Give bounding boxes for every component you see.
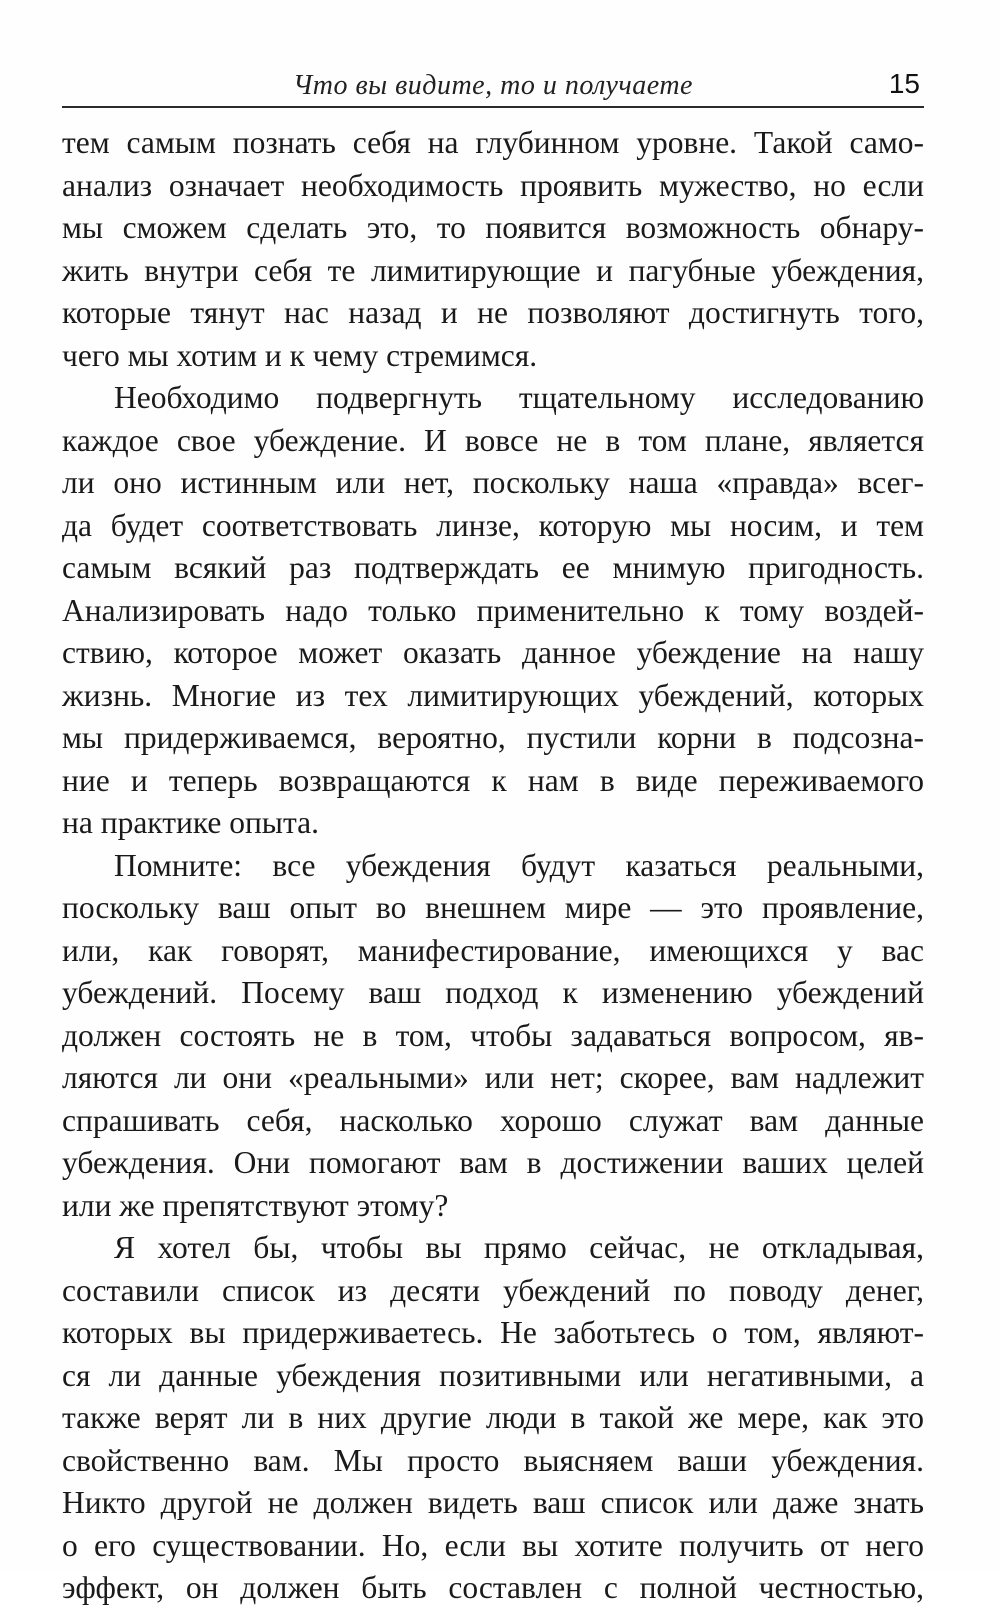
text-line: которых вы придерживаетесь. Не заботьтесь о том, являют- [62, 1315, 924, 1350]
text-line: Необходимо подвергнуть тщательному исследованию [114, 380, 924, 415]
text-line: или же препятствуют этому? [62, 1187, 449, 1223]
text-line: ся ли данные убеждения позитивными или негативными, а [62, 1357, 924, 1393]
text-line: ствию, которое может оказать данное убеждение на нашу [62, 635, 924, 670]
page-number: 15 [888, 68, 920, 99]
text-line: ли оно истинным или нет, поскольку наша «правда» всег- [62, 465, 924, 500]
text-line: мы придерживаемся, вероятно, пустили корни в подсозна- [62, 720, 924, 755]
text-line: жить внутри себя те лимитирующие и пагубные убеждения, [62, 252, 924, 288]
text-line: Никто другой не должен видеть ваш список или даже знать [62, 1485, 924, 1520]
text-line: самым всякий раз подтверждать ее мнимую пригодность. [62, 550, 924, 585]
running-title: Что вы видите, то и получаете [293, 70, 693, 101]
text-line: свойственно вам. Мы просто выясняем ваши убеждения. [62, 1442, 924, 1478]
text-line: ние и теперь возвращаются к нам в виде переживаемого [62, 762, 924, 798]
text-line: также верят ли в них другие люди в такой же мере, как это [62, 1400, 924, 1435]
text-line: спрашивать себя, насколько хорошо служат вам данные [62, 1102, 924, 1138]
text-line: поскольку ваш опыт во внешнем мире — это проявление, [62, 890, 924, 925]
text-line: ляются ли они «реальными» или нет; скорее, вам надлежит [62, 1060, 924, 1095]
text-line: каждое свое убеждение. И вовсе не в том плане, является [62, 422, 924, 458]
text-line: составили список из десяти убеждений по поводу денег, [62, 1272, 924, 1308]
text-line: чего мы хотим и к чему стремимся. [62, 337, 538, 373]
text-line: мы сможем сделать это, то появится возможность обнару- [62, 210, 924, 245]
text-line: или, как говорят, манифестирование, имеющихся у вас [62, 932, 924, 968]
text-line: Помните: все убеждения будут казаться реальными, [114, 847, 924, 883]
text-line: которые тянут нас назад и не позволяют достигнуть того, [62, 295, 924, 330]
text-line: эффект, он должен быть составлен с полной честностью, [62, 1570, 924, 1605]
text-line: должен состоять не в том, чтобы задаваться вопросом, яв- [62, 1017, 924, 1053]
text-line: тем самым познать себя на глубинном уровне. Такой само- [62, 125, 924, 160]
text-line: убеждений. Посему ваш подход к изменению убеждений [62, 975, 924, 1010]
text-line: на практике опыта. [62, 805, 319, 840]
text-line: да будет соответствовать линзе, которую мы носим, и тем [62, 507, 924, 543]
body-text [62, 122, 924, 1610]
text-line: Я хотел бы, чтобы вы прямо сейчас, не откладывая, [114, 1230, 924, 1265]
text-line: жизнь. Многие из тех лимитирующих убеждений, которых [62, 677, 924, 713]
text-line: убеждения. Они помогают вам в достижении ваших целей [62, 1145, 924, 1180]
text-line: о его существовании. Но, если вы хотите получить от него [62, 1527, 924, 1563]
running-header [62, 62, 924, 108]
text-line: анализ означает необходимость проявить мужество, но если [62, 167, 924, 203]
text-line: Анализировать надо только применительно к тому воздей- [62, 592, 924, 628]
